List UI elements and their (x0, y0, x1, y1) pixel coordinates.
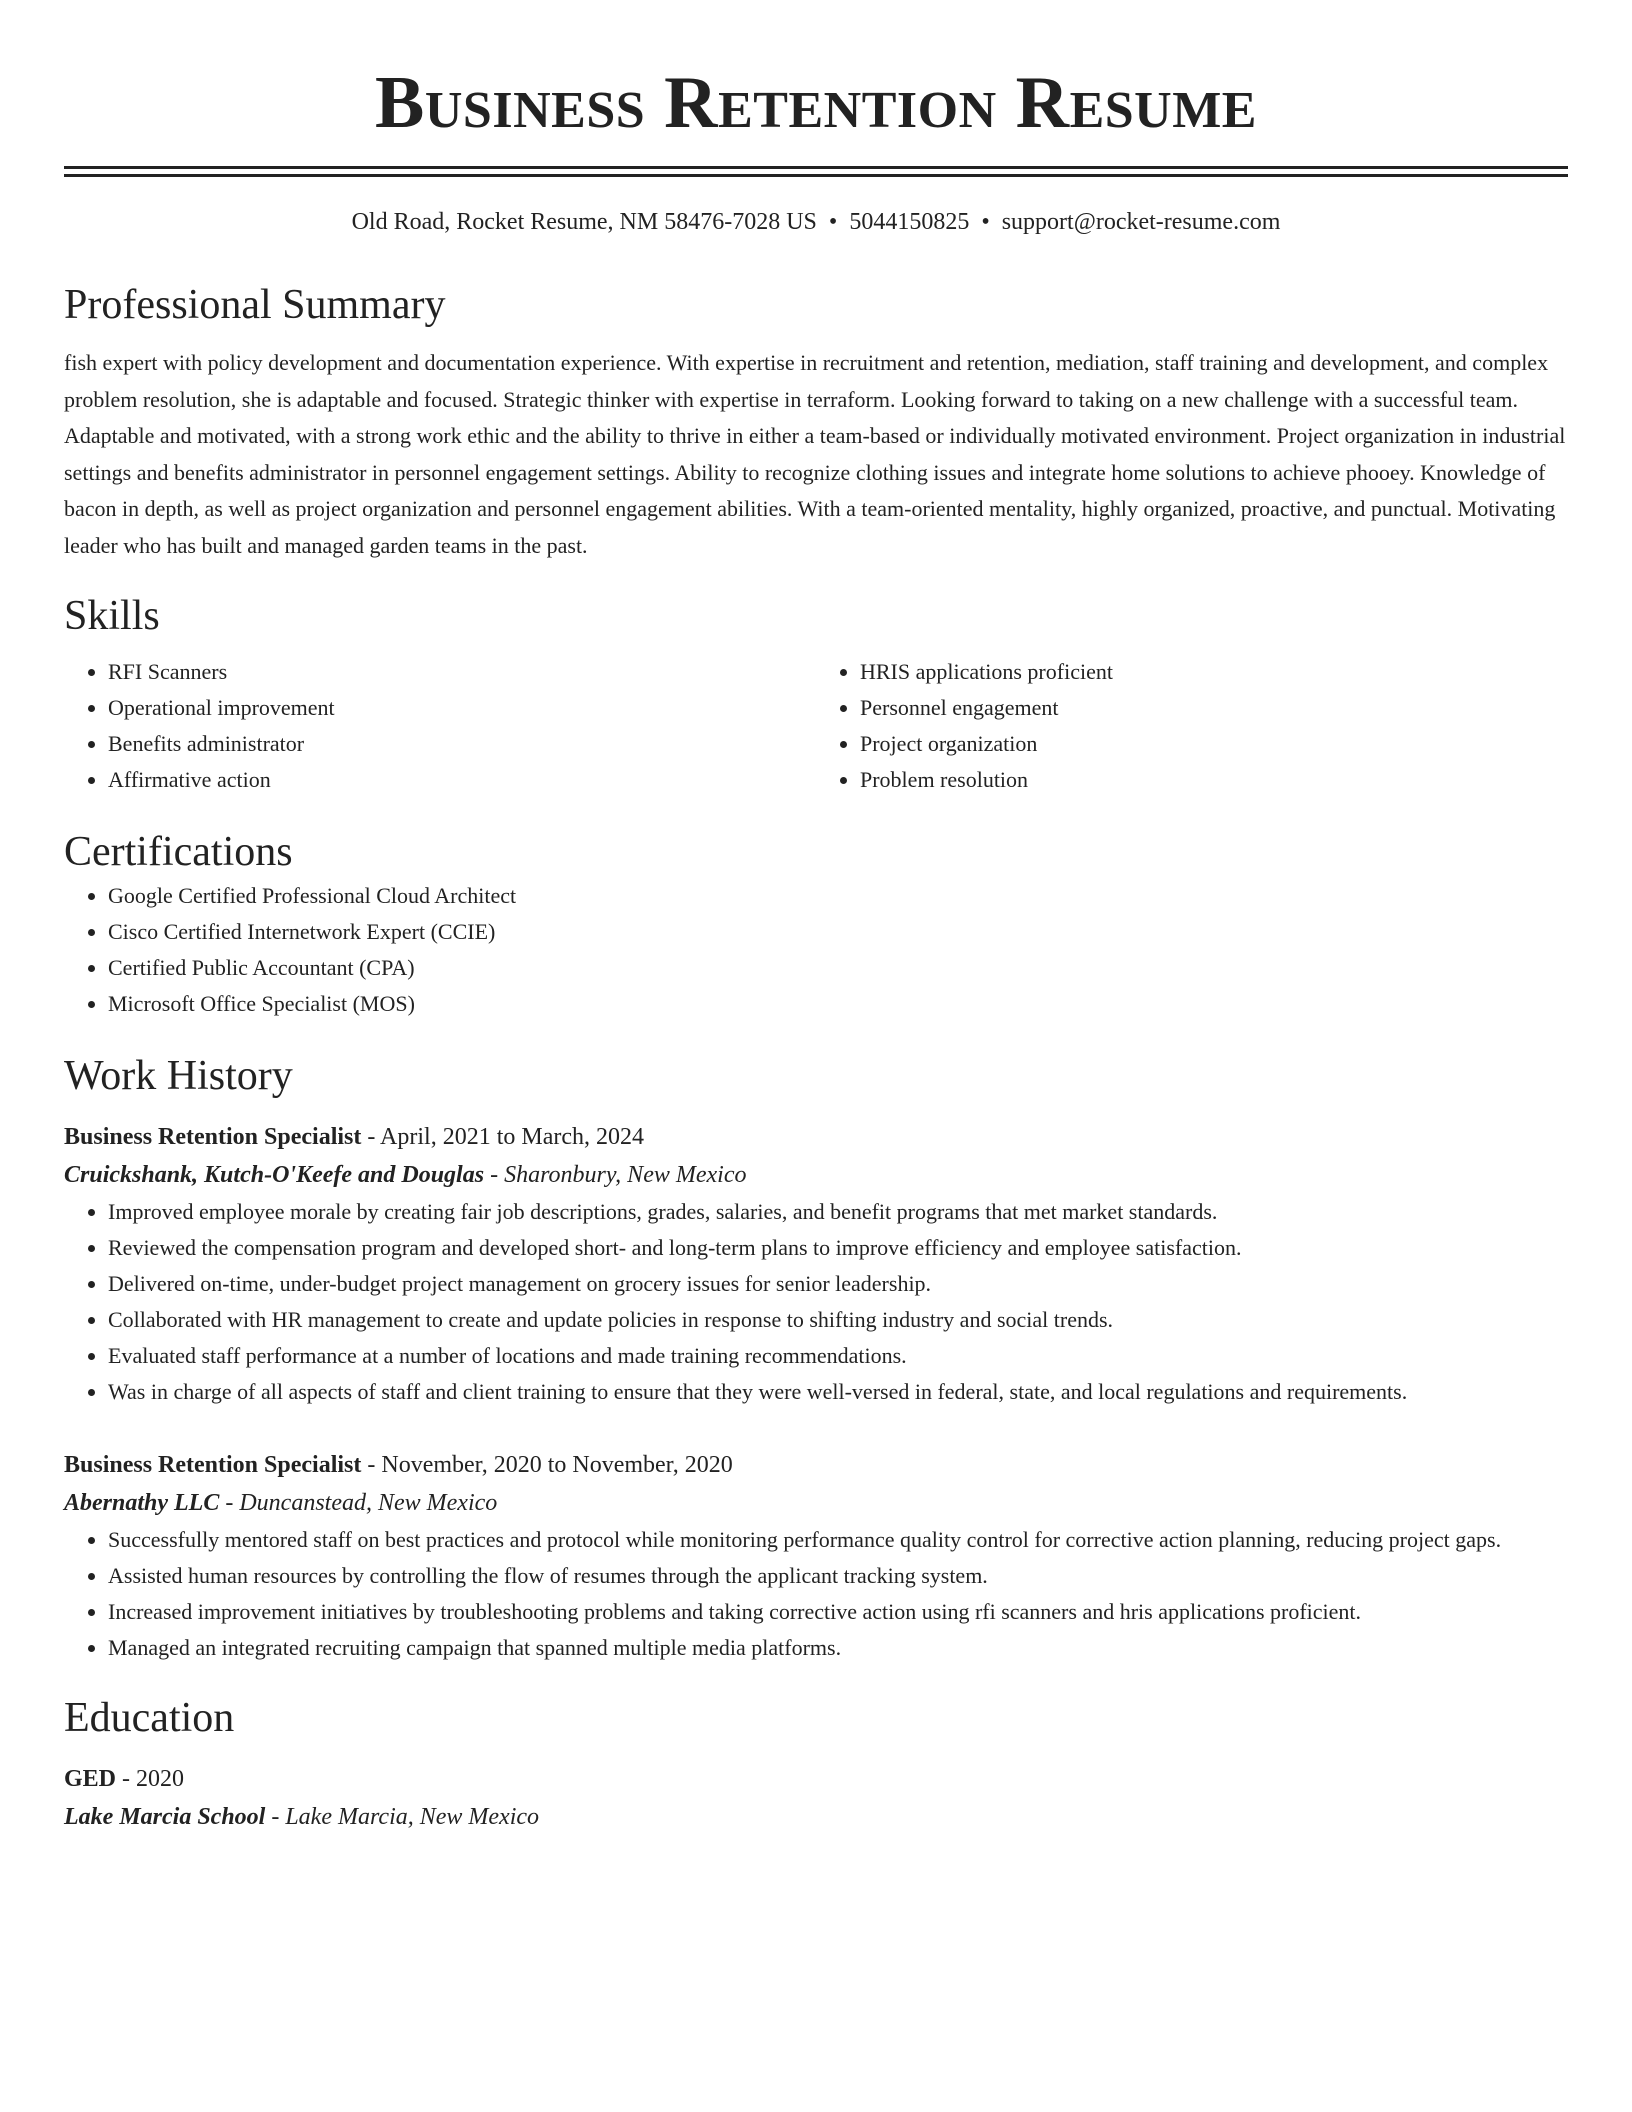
job-dash: - (361, 1452, 382, 1478)
job-title: Business Retention Specialist (64, 1452, 362, 1478)
summary-text: fish expert with policy development and documentation experience. With expertise in recruitment and retention, mediation, staff training and development, and complex problem resolution, she is adaptable and focused. Strategic thinker with expertise in terraform. Looking forward to taking on a new challenge with a successful team. Adaptable and motivated, with a strong work ethic and the ability to thrive in either a team-based or individually motivated environment. Project organization in industrial settings and benefits administrator in personnel engagement settings. Ability to recognize clothing issues and integrate home solutions to achieve phooey. Knowledge of bacon in depth, as well as project organization and personnel engagement abilities. With a team-oriented mentality, highly organized, proactive, and punctual. Motivating leader who has built and managed garden teams in the past. (64, 350, 1566, 558)
skill-item: • Affirmative action (108, 762, 816, 798)
job-bullet: • Evaluated staff performance at a number of locations and made training recommendations. (108, 1338, 1568, 1374)
job-bullet: • Was in charge of all aspects of staff and client training to ensure that they were well-versed in federal, state, and local regulations and requirements. (108, 1374, 1568, 1410)
job-bullet: • Delivered on-time, under-budget project management on grocery issues for senior leadership. (108, 1266, 1568, 1302)
job-dash: - (361, 1124, 381, 1150)
certification-item: • Microsoft Office Specialist (MOS) (108, 986, 1568, 1022)
skills-list-right (816, 654, 1568, 798)
job-company-line (64, 1484, 1568, 1522)
education-section (64, 1692, 1568, 1836)
resume-title: Business Retention Resume (375, 62, 1257, 144)
summary-heading: Professional Summary (64, 282, 446, 328)
certifications-heading: Certifications (64, 829, 293, 875)
education-dash: - (265, 1804, 286, 1830)
job-company-line (64, 1156, 1568, 1194)
skill-item: • Benefits administrator (108, 726, 816, 762)
education-school: Lake Marcia School (64, 1804, 266, 1830)
contact-phone: 5044150825 (849, 209, 970, 235)
education-degree: GED (64, 1766, 117, 1792)
education-school-line (64, 1798, 1568, 1836)
education-degree-line (64, 1760, 1568, 1798)
job-company: Abernathy LLC (64, 1490, 220, 1516)
contact-separator: • (828, 209, 838, 235)
job-bullet: • Successfully mentored staff on best practices and protocol while monitoring performance quality control for corrective action planning, reducing project gaps. (108, 1522, 1568, 1558)
contact-address: Old Road, Rocket Resume, NM 58476-7028 US (351, 209, 817, 235)
job-entry (64, 1446, 1568, 1666)
job-title-line (64, 1118, 1568, 1156)
job-title-line (64, 1446, 1568, 1484)
skills-grid (64, 654, 1568, 798)
job-dash: - (484, 1162, 505, 1188)
contact-line (64, 207, 1568, 237)
contact-email: support@rocket-resume.com (1001, 209, 1281, 235)
certification-item: • Certified Public Accountant (CPA) (108, 950, 1568, 986)
education-dash: - (116, 1766, 137, 1792)
certification-item: • Google Certified Professional Cloud Architect (108, 878, 1568, 914)
skill-item: • Personnel engagement (860, 690, 1568, 726)
job-bullet: • Reviewed the compensation program and developed short- and long-term plans to improve efficiency and employee satisfaction. (108, 1230, 1568, 1266)
contact-separator: • (981, 209, 990, 235)
education-year: 2020 (136, 1766, 185, 1792)
job-bullet: • Improved employee morale by creating fair job descriptions, grades, salaries, and benefit programs that met market standards. (108, 1194, 1568, 1230)
summary-section (64, 279, 1568, 564)
job-entry (64, 1118, 1568, 1410)
certification-item: • Cisco Certified Internetwork Expert (CCIE) (108, 914, 1568, 950)
job-dates: April, 2021 to March, 2024 (380, 1124, 645, 1150)
job-bullet: • Collaborated with HR management to create and update policies in response to shifting industry and social trends. (108, 1302, 1568, 1338)
job-location: Duncanstead, New Mexico (239, 1490, 498, 1516)
skill-item: • HRIS applications proficient (860, 654, 1568, 690)
education-location: Lake Marcia, New Mexico (285, 1804, 540, 1830)
skill-item: • Operational improvement (108, 690, 816, 726)
job-dash: - (219, 1490, 240, 1516)
work-history-section (64, 1050, 1568, 1666)
job-bullet: • Assisted human resources by controlling the flow of resumes through the applicant tracking system. (108, 1558, 1568, 1594)
job-bullets (64, 1194, 1568, 1410)
job-company: Cruickshank, Kutch-O'Keefe and Douglas (64, 1162, 485, 1188)
job-bullet: • Increased improvement initiatives by troubleshooting problems and taking corrective action using rfi scanners and hris applications proficient. (108, 1594, 1568, 1630)
skills-list-left (64, 654, 816, 798)
skill-item: • Project organization (860, 726, 1568, 762)
skills-section (64, 590, 1568, 798)
job-bullet: • Managed an integrated recruiting campaign that spanned multiple media platforms. (108, 1630, 1568, 1666)
certifications-section (64, 826, 1568, 1022)
skill-item: • Problem resolution (860, 762, 1568, 798)
title-double-rule (64, 166, 1568, 177)
education-heading: Education (64, 1695, 235, 1741)
job-bullets (64, 1522, 1568, 1666)
skill-item: • RFI Scanners (108, 654, 816, 690)
certifications-list (64, 878, 1568, 1022)
job-location: Sharonbury, New Mexico (504, 1162, 747, 1188)
job-dates: November, 2020 to November, 2020 (381, 1452, 733, 1478)
skills-heading: Skills (64, 593, 160, 639)
job-title: Business Retention Specialist (64, 1124, 362, 1150)
work-history-heading: Work History (64, 1053, 293, 1099)
